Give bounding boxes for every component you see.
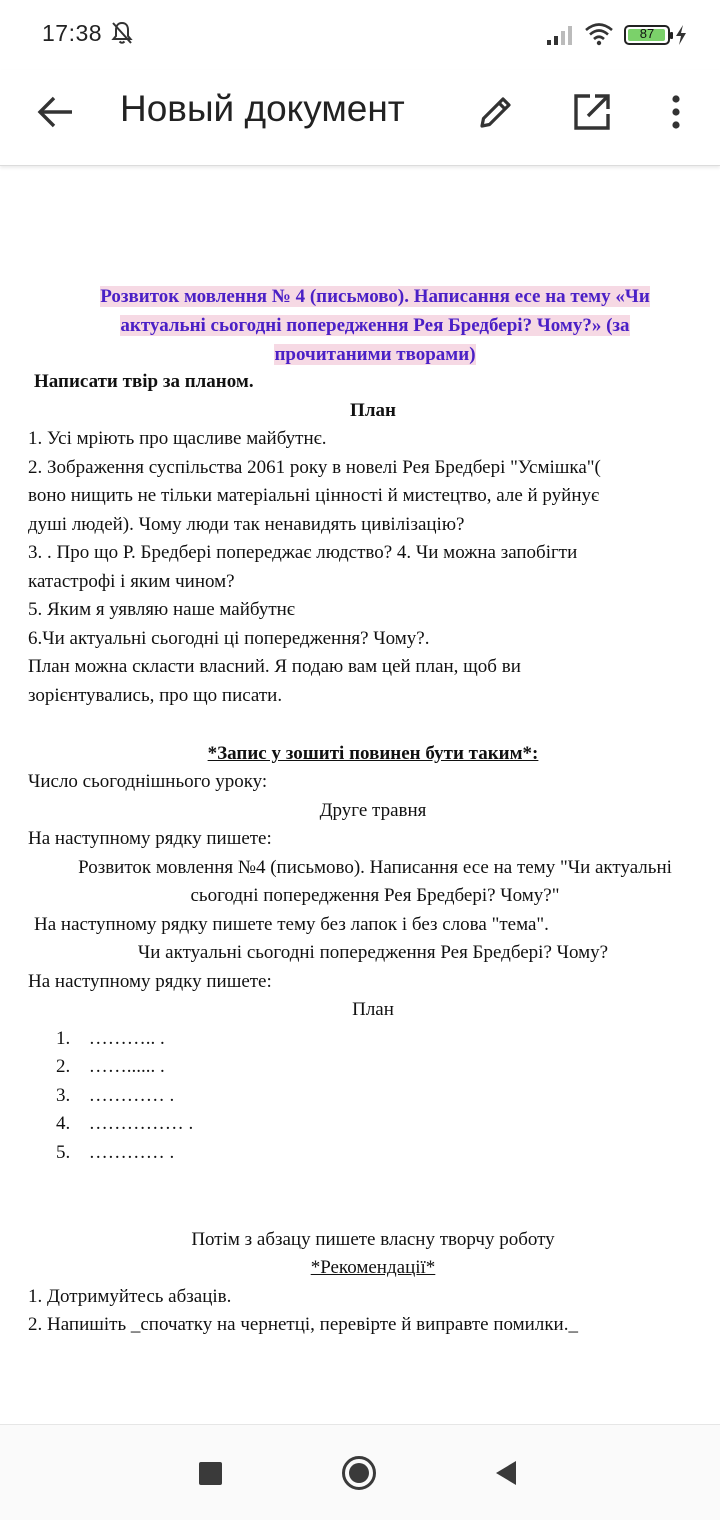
plan-item-number: 2. [56, 1056, 71, 1077]
instruction-line: На наступному рядку пишете тему без лапок і без слова "тема". [34, 914, 549, 935]
plan-list-item [56, 1025, 165, 1054]
plan-item-number: 1. [56, 1028, 71, 1049]
charging-bolt-icon [674, 24, 688, 46]
plan-title-2: План [352, 999, 394, 1020]
plan-line: воно нищить не тільки матеріальні цінності й мистецтво, але й руйнує [28, 485, 600, 506]
plan-line: 3. . Про що Р. Бредбері попереджає людство? 4. Чи можна запобігти [28, 542, 578, 563]
mute-icon [110, 20, 134, 46]
theme-line: Чи актуальні сьогодні попередження Рея Бредбері? Чому? [137, 942, 609, 963]
battery-icon [624, 25, 670, 45]
plan-line: 1. Усі мріють про щасливе майбутнє. [28, 428, 327, 449]
task-text: Написати твір за планом. [34, 371, 254, 392]
date-label: Число сьогоднішнього уроку: [28, 771, 268, 792]
plan-list-item [56, 1053, 165, 1082]
status-time: 17:38 [42, 20, 103, 46]
status-bar [0, 0, 720, 70]
navigation-bar [0, 1424, 720, 1520]
recommendation-item: 1. Дотримуйтесь абзаців. [28, 1286, 232, 1307]
wifi-icon [584, 22, 614, 46]
heading-line: прочитаними творами) [274, 344, 476, 365]
document-heading [30, 282, 720, 369]
edit-pencil-icon[interactable] [474, 90, 518, 134]
signal-icon [546, 24, 574, 46]
more-vert-icon[interactable] [656, 90, 696, 134]
plan-line: План можна скласти власний. Я подаю вам цей план, щоб ви [28, 656, 521, 677]
document-title: Новый документ [120, 88, 405, 129]
plan-item-number: 5. [56, 1142, 71, 1163]
plan-item-number: 4. [56, 1113, 71, 1134]
document-body[interactable] [0, 170, 720, 1420]
back-icon[interactable] [493, 1459, 519, 1487]
plan-list-item [56, 1139, 174, 1168]
topic-line: сьогодні попередження Рея Бредбері? Чому?" [190, 885, 560, 906]
heading-line: актуальні сьогодні попередження Рея Бредбері? Чому?» (за [120, 315, 630, 336]
closing-line: Потім з абзацу пишете власну творчу роботу [191, 1229, 555, 1250]
open-external-icon[interactable] [570, 90, 614, 134]
plan-item-number: 3. [56, 1085, 71, 1106]
plan-list-item [56, 1082, 174, 1111]
plan-title: План [350, 400, 396, 421]
topic-line: Розвиток мовлення №4 (письмово). Написання есе на тему "Чи актуальні [78, 857, 672, 878]
plan-line: 6.Чи актуальні сьогодні ці попередження? Чому?. [28, 628, 430, 649]
plan-line: катастрофі і яким чином? [28, 571, 235, 592]
battery-level: 87 [639, 26, 655, 41]
app-bar [0, 70, 720, 166]
recent-apps-icon[interactable] [199, 1462, 222, 1485]
recommendation-item: 2. Напишіть _спочатку на чернетці, перевірте й виправте помилки._ [28, 1314, 578, 1335]
instruction-line: На наступному рядку пишете: [28, 971, 272, 992]
plan-item-text: ………… . [88, 1085, 175, 1106]
instruction-line: На наступному рядку пишете: [28, 828, 272, 849]
back-arrow-icon[interactable] [34, 90, 78, 134]
plan-item-text: ……….. . [88, 1028, 165, 1049]
plan-line: душі людей). Чому люди так ненавидять цивілізацію? [28, 514, 465, 535]
date-value: Друге травня [319, 800, 427, 821]
notebook-title: *Запис у зошиті повинен бути таким*: [207, 743, 539, 764]
plan-line: зорієнтувались, про що писати. [28, 685, 283, 706]
recommendations-title: *Рекомендації* [310, 1257, 436, 1278]
plan-item-text: …………… . [88, 1113, 194, 1134]
plan-item-text: ………… . [88, 1142, 175, 1163]
plan-list-item [56, 1110, 193, 1139]
plan-item-text: ……...... . [88, 1056, 165, 1077]
home-icon[interactable] [341, 1455, 377, 1491]
plan-line: 2. Зображення суспільства 2061 року в новелі Рея Бредбері "Усмішка"( [28, 457, 601, 478]
plan-line: 5. Яким я уявляю наше майбутнє [28, 599, 295, 620]
heading-line: Розвиток мовлення № 4 (письмово). Написання есе на тему «Чи [100, 286, 650, 307]
